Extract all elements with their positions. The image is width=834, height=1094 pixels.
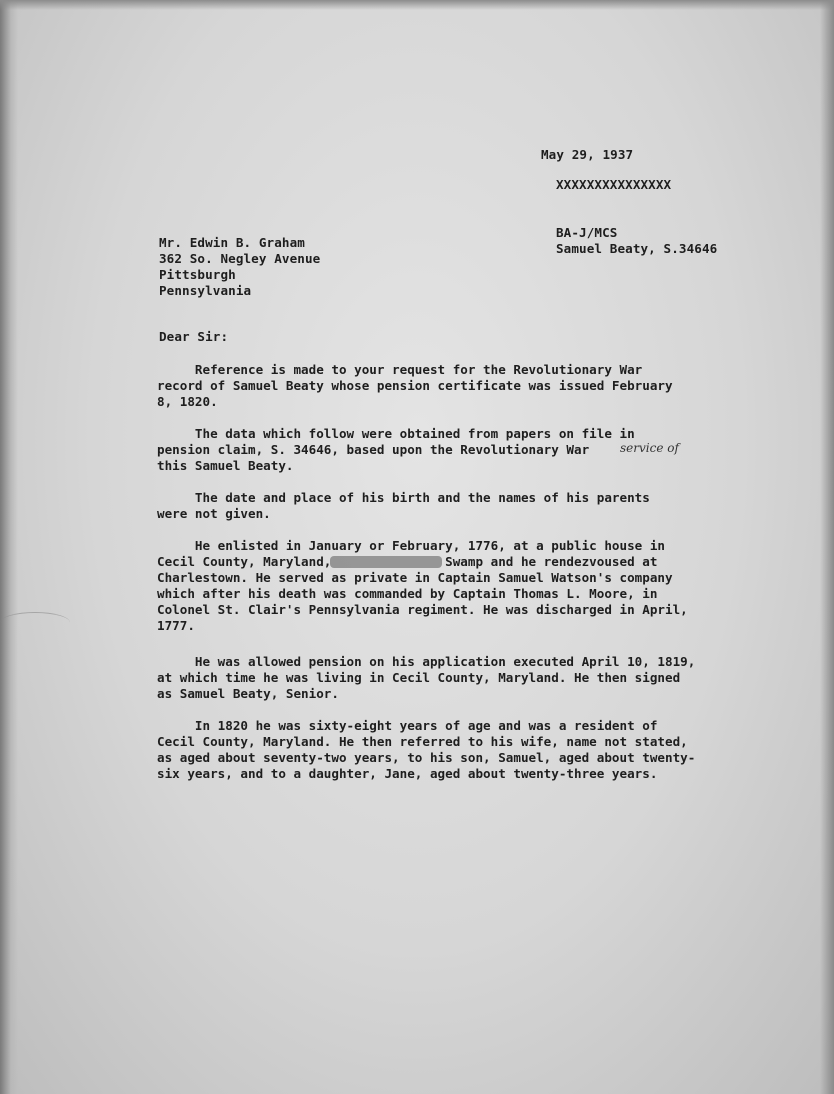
paragraph-line: at which time he was living in Cecil County, Maryland. He then signed: [157, 670, 681, 685]
paragraph-line: The data which follow were obtained from papers on file in: [157, 426, 635, 441]
letter-date: May 29, 1937: [541, 147, 634, 162]
page-edge-shadow-right: [820, 0, 834, 1094]
paragraph-line: 1777.: [157, 618, 195, 633]
paragraph-line: The date and place of his birth and the names of his parents: [157, 490, 650, 505]
paragraph-line: 8, 1820.: [157, 394, 218, 409]
paragraph-line: Cecil County, Maryland, Swamp and he rendezvoused at: [157, 554, 658, 569]
paragraph-line: He enlisted in January or February, 1776, at a public house in: [157, 538, 665, 553]
struck-out-line: XXXXXXXXXXXXXXX: [556, 177, 672, 192]
paragraph-line: as Samuel Beaty, Senior.: [157, 686, 339, 701]
page-fold-mark: [0, 612, 70, 633]
reference-code: BA-J/MCS: [556, 225, 618, 240]
paragraph-line: six years, and to a daughter, Jane, aged about twenty-three years.: [157, 766, 658, 781]
paragraph-line: Charlestown. He served as private in Captain Samuel Watson's company: [157, 570, 673, 585]
addressee-street: 362 So. Negley Avenue: [159, 251, 321, 266]
paragraph-line: this Samuel Beaty.: [157, 458, 294, 473]
paragraph-line: which after his death was commanded by Captain Thomas L. Moore, in: [157, 586, 658, 601]
paragraph-line: Colonel St. Clair's Pennsylvania regiment. He was discharged in April,: [157, 602, 688, 617]
paragraph-line: record of Samuel Beaty whose pension certificate was issued February: [157, 378, 673, 393]
struck-out-words: [330, 556, 442, 568]
addressee-name: Mr. Edwin B. Graham: [159, 235, 305, 250]
handwritten-insertion: service of: [620, 441, 679, 455]
paragraph-line: pension claim, S. 34646, based upon the Revolutionary War: [157, 442, 590, 457]
addressee-state: Pennsylvania: [159, 283, 252, 298]
paragraph-line: were not given.: [157, 506, 271, 521]
salutation: Dear Sir:: [159, 329, 229, 344]
paragraph-line: Cecil County, Maryland. He then referred to his wife, name not stated,: [157, 734, 688, 749]
subject-line: Samuel Beaty, S.34646: [556, 241, 718, 256]
paragraph-line: as aged about seventy-two years, to his son, Samuel, aged about twenty-: [157, 750, 696, 765]
paragraph-line: In 1820 he was sixty-eight years of age and was a resident of: [157, 718, 658, 733]
paragraph-line: He was allowed pension on his application executed April 10, 1819,: [157, 654, 696, 669]
page-edge-shadow-top: [0, 0, 834, 10]
page-edge-shadow-left: [0, 0, 18, 1094]
addressee-city: Pittsburgh: [159, 267, 236, 282]
paragraph-line: Reference is made to your request for the Revolutionary War: [157, 362, 643, 377]
